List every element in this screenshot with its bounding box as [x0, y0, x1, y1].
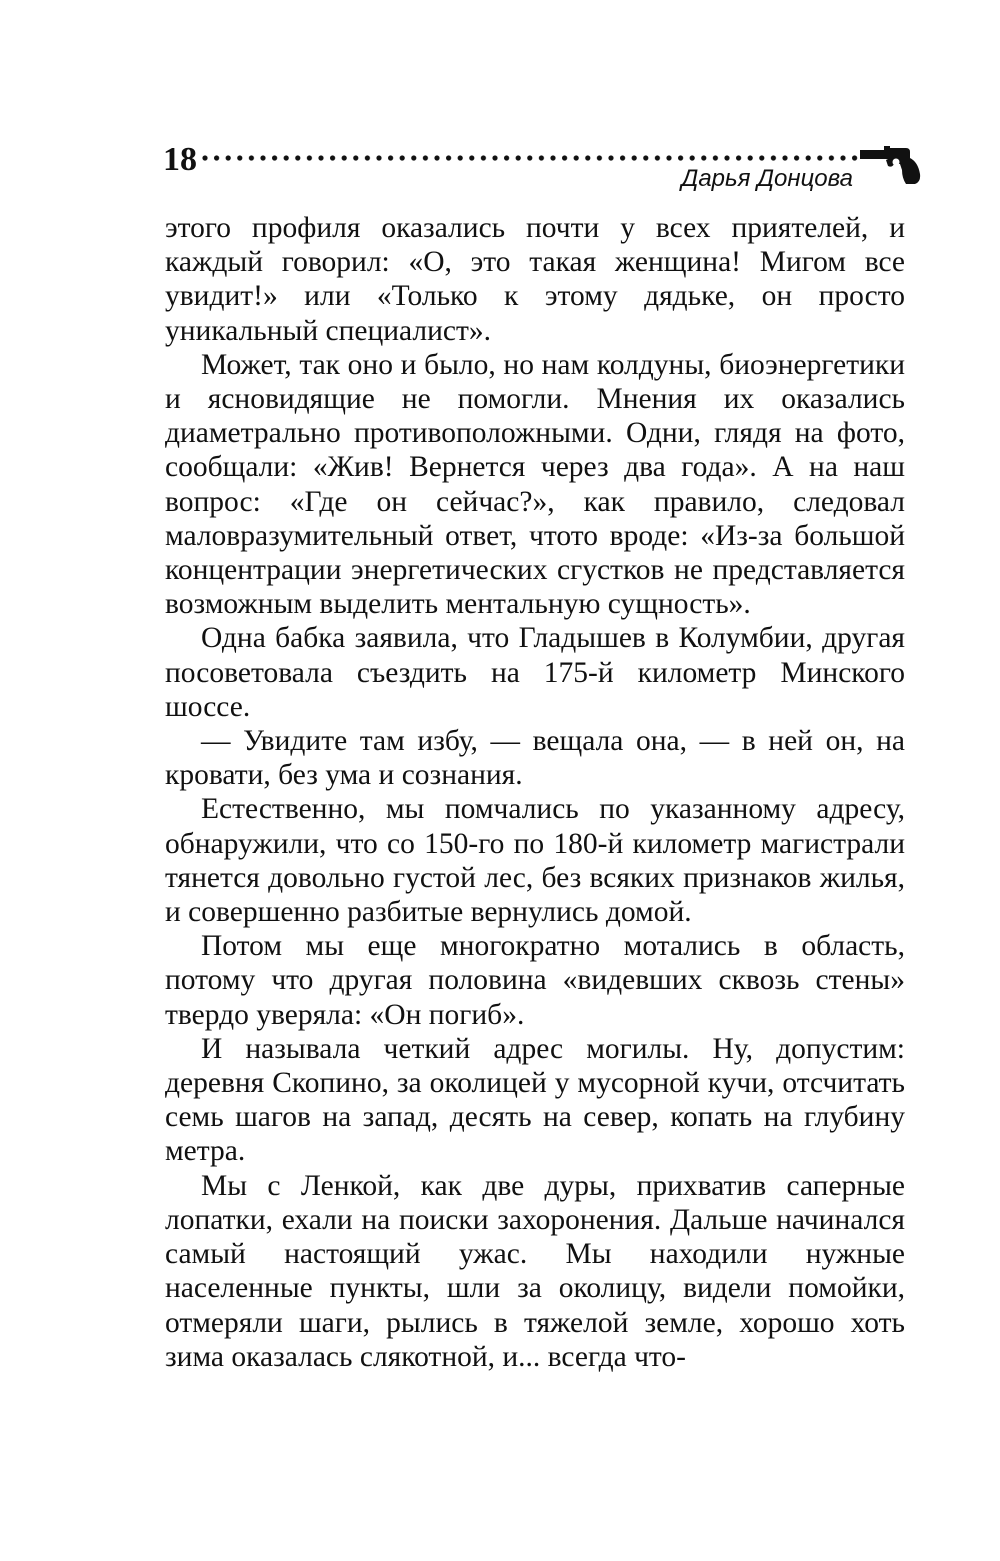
running-header — [163, 140, 923, 200]
paragraph: Может, так оно и было, но нам колдуны, биоэнергетики и ясновидящие не помогли. Мнения их оказались диаметрально противоположными. Одни, глядя на фото, сообщали: «Жив! Вернется через два года». А на наш вопрос: «Где он сейчас?», как правило, следовал маловразумительный ответ, чтото вроде: «Из-за большой концентрации энергетических сгустков не представляется возможным выделить ментальную сущность». — [165, 348, 905, 621]
dotted-leader — [201, 154, 861, 162]
paragraph: — Увидите там избу, — вещала она, — в ней он, на кровати, без ума и сознания. — [165, 725, 905, 792]
body-text — [165, 211, 905, 1374]
paragraph: Мы с Ленкой, как две дуры, прихватив саперные лопатки, ехали на поиски захоронения. Дальше начинался самый настоящий ужас. Мы находили нужные населенные пункты, шли за околицу, видели помойки, отмеряли шаги, рылись в тяжелой земле, хорошо хоть зима оказалась слякотной, и... всегда что- — [165, 1169, 905, 1373]
paragraph: Потом мы еще многократно мотались в область, потому что другая половина «видевших сквозь стены» твердо уверяла: «Он погиб». — [165, 930, 905, 1031]
paragraph: И называла четкий адрес могилы. Ну, допустим: деревня Скопино, за околицей у мусорной кучи, отсчитать семь шагов на запад, десять на север, копать на глубину метра. — [165, 1032, 905, 1168]
revolver-icon — [860, 144, 922, 186]
paragraph: Естественно, мы помчались по указанному адресу, обнаружили, что со 150-го по 180-й километр магистрали тянется довольно густой лес, без всяких признаков жилья, и совершенно разбитые вернулись домой. — [165, 793, 905, 929]
paragraph: этого профиля оказались почти у всех приятелей, и каждый говорил: «О, это такая женщина! Мигом все увидит!» или «Только к этому дядьке, он просто уникальный специалист». — [165, 212, 905, 347]
page-number: 18 — [163, 141, 197, 178]
paragraph: Одна бабка заявила, что Гладышев в Колумбии, другая посоветовала съездить на 175-й километр Минского шоссе. — [165, 622, 905, 723]
author-name: Дарья Донцова — [681, 165, 853, 192]
